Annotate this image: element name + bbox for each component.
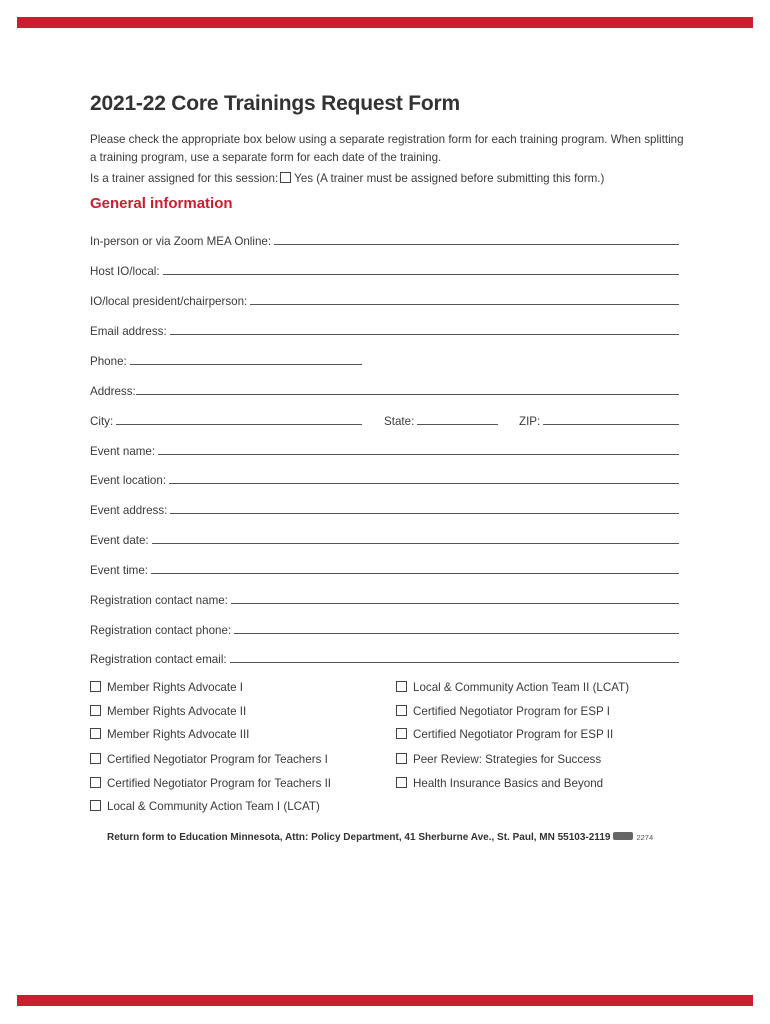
training-label: Certified Negotiator Program for ESP I	[413, 705, 610, 718]
president-field[interactable]	[90, 292, 679, 308]
event-name-field[interactable]	[90, 442, 679, 458]
event-time-field[interactable]	[90, 561, 679, 577]
phone-label: Phone:	[90, 355, 127, 368]
city-state-zip-row	[90, 412, 679, 428]
checkbox[interactable]	[90, 705, 101, 716]
training-label: Peer Review: Strategies for Success	[413, 753, 602, 766]
format-field[interactable]	[90, 232, 679, 248]
checkbox[interactable]	[396, 753, 407, 764]
host-label: Host IO/local:	[90, 265, 160, 278]
checkbox[interactable]	[90, 728, 101, 739]
event-address-label: Event address:	[90, 504, 168, 517]
training-label: Health Insurance Basics and Beyond	[413, 777, 604, 790]
email-label: Email address:	[90, 325, 167, 338]
training-label: Member Rights Advocate I	[107, 681, 243, 694]
training-option[interactable]	[396, 777, 603, 790]
training-label: Member Rights Advocate III	[107, 728, 250, 741]
checkbox[interactable]	[90, 800, 101, 811]
zip-field[interactable]	[519, 415, 679, 428]
reg-name-field[interactable]	[90, 591, 679, 607]
training-option[interactable]	[396, 681, 629, 694]
training-option[interactable]	[90, 681, 243, 694]
phone-line[interactable]	[130, 363, 362, 365]
reg-phone-label: Registration contact phone:	[90, 624, 232, 637]
trainer-yes-checkbox[interactable]	[280, 172, 291, 183]
reg-name-line[interactable]	[231, 602, 679, 604]
event-date-field[interactable]	[90, 531, 679, 547]
event-location-label: Event location:	[90, 474, 167, 487]
training-label: Certified Negotiator Program for ESP II	[413, 728, 614, 741]
form-title: 2021-22 Core Trainings Request Form	[90, 92, 460, 115]
form-code: 2274	[636, 833, 654, 842]
training-label: Certified Negotiator Program for Teachers II	[107, 777, 332, 790]
reg-phone-field[interactable]	[90, 621, 679, 637]
event-time-label: Event time:	[90, 564, 148, 577]
training-option[interactable]	[90, 705, 246, 718]
president-label: IO/local president/chairperson:	[90, 295, 248, 308]
checkbox[interactable]	[90, 681, 101, 692]
event-address-line[interactable]	[170, 512, 679, 514]
format-line[interactable]	[274, 243, 679, 245]
event-name-line[interactable]	[158, 453, 679, 455]
city-line[interactable]	[116, 423, 362, 425]
training-option[interactable]	[90, 777, 331, 790]
event-location-field[interactable]	[90, 471, 679, 487]
training-label: Certified Negotiator Program for Teachers I	[107, 753, 328, 766]
email-field[interactable]	[90, 322, 679, 338]
trainer-yes-label: Yes (A trainer must be assigned before submitting this form.)	[294, 172, 605, 185]
return-address: Return form to Education Minnesota, Attn: Policy Department, 41 Sherburne Ave., St. Paul, MN 55103-2119	[107, 832, 611, 843]
checkbox[interactable]	[396, 777, 407, 788]
training-option[interactable]	[90, 753, 328, 766]
address-field[interactable]	[90, 382, 679, 398]
top-accent-bar	[17, 17, 753, 28]
training-option[interactable]	[396, 705, 610, 718]
event-date-line[interactable]	[152, 542, 679, 544]
president-line[interactable]	[250, 303, 679, 305]
training-option[interactable]	[396, 728, 613, 741]
host-field[interactable]	[90, 262, 679, 278]
checkbox[interactable]	[396, 681, 407, 692]
phone-field[interactable]	[90, 352, 362, 368]
training-option[interactable]	[396, 753, 601, 766]
address-line[interactable]	[136, 393, 679, 395]
city-label: City:	[90, 415, 114, 428]
state-label: State:	[384, 415, 415, 428]
checkbox[interactable]	[90, 777, 101, 788]
reg-email-field[interactable]	[90, 650, 679, 666]
training-option[interactable]	[90, 728, 249, 741]
state-field[interactable]	[384, 415, 498, 428]
format-label: In-person or via Zoom MEA Online:	[90, 235, 272, 248]
trainer-question	[90, 172, 604, 185]
training-option[interactable]	[90, 800, 320, 813]
reg-name-label: Registration contact name:	[90, 594, 228, 607]
event-location-line[interactable]	[169, 482, 679, 484]
bottom-accent-bar	[17, 995, 753, 1006]
training-label: Local & Community Action Team I (LCAT)	[107, 800, 320, 813]
reg-email-line[interactable]	[230, 661, 679, 663]
event-name-label: Event name:	[90, 445, 156, 458]
union-bug-logo	[613, 832, 633, 840]
return-footer	[107, 832, 653, 843]
checkbox[interactable]	[90, 753, 101, 764]
event-address-field[interactable]	[90, 501, 679, 517]
trainer-question-label: Is a trainer assigned for this session:	[90, 172, 279, 185]
intro-paragraph: Please check the appropriate box below using a separate registration form for each training program. When splitting a training program, use a separate form for each date of the training.	[90, 133, 684, 164]
zip-line[interactable]	[543, 423, 679, 425]
email-line[interactable]	[170, 333, 679, 335]
zip-label: ZIP:	[519, 415, 541, 428]
host-line[interactable]	[163, 273, 679, 275]
checkbox[interactable]	[396, 705, 407, 716]
event-time-line[interactable]	[151, 572, 679, 574]
reg-phone-line[interactable]	[234, 632, 679, 634]
event-date-label: Event date:	[90, 534, 149, 547]
training-label: Member Rights Advocate II	[107, 705, 247, 718]
section-title: General information	[90, 195, 233, 212]
reg-email-label: Registration contact email:	[90, 653, 227, 666]
city-field[interactable]	[90, 415, 362, 428]
address-label: Address:	[90, 385, 136, 398]
training-label: Local & Community Action Team II (LCAT)	[413, 681, 630, 694]
checkbox[interactable]	[396, 728, 407, 739]
state-line[interactable]	[417, 423, 498, 425]
